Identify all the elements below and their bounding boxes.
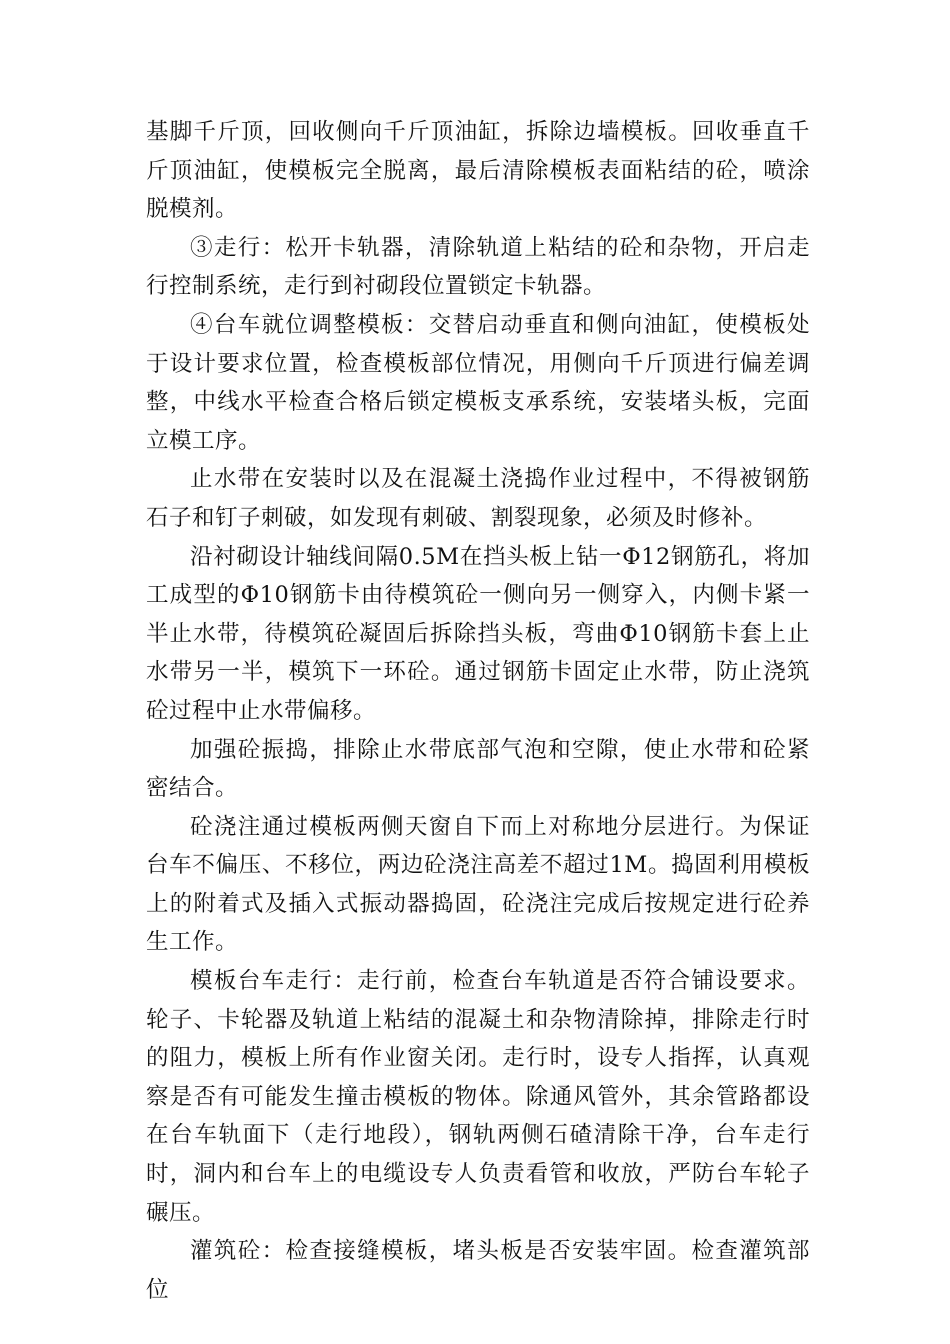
paragraph-waterstop-fixing: 沿衬砌设计轴线间隔0.5M在挡头板上钻一Φ12钢筋孔，将加工成型的Φ10钢筋卡由待模筑砼一侧向另一侧穿入，内侧卡紧一半止水带，待模筑砼凝固后拆除挡头板，弯曲Φ10钢筋卡套上止水带另一半，模筑下一环砼。通过钢筋卡固定止水带，防止浇筑砼过程中止水带偏移。 [146,543,810,724]
paragraph-formwork-removal: 基脚千斤顶，回收侧向千斤顶油缸，拆除边墙模板。回收垂直千斤顶油缸，使模板完全脱离，最后清除模板表面粘结的砼，喷涂脱模剂。 [146,119,810,223]
paragraph-concrete-pouring: 砼浇注通过模板两侧天窗自下而上对称地分层进行。为保证台车不偏压、不移位，两边砼浇注高差不超过1M。捣固利用模板上的附着式及插入式振动器捣固，砼浇注完成后按规定进行砼养生工作。 [146,813,810,956]
paragraph-waterstop-protection: 止水带在安装时以及在混凝土浇捣作业过程中，不得被钢筋石子和钉子刺破，如发现有刺破、割裂现象，必须及时修补。 [146,466,810,531]
document-body [146,113,810,1309]
paragraph-positioning-adjustment: ④台车就位调整模板：交替启动垂直和侧向油缸，使模板处于设计要求位置，检查模板部位情况，用侧向千斤顶进行偏差调整，中线水平检查合格后锁定模板支承系统，安装堵头板，完面立模工序。 [146,311,810,454]
paragraph-vibration: 加强砼振捣，排除止水带底部气泡和空隙，使止水带和砼紧密结合。 [146,736,810,802]
paragraph-travel: ③走行：松开卡轨器，清除轨道上粘结的砼和杂物，开启走行控制系统，走行到衬砌段位置锁定卡轨器。 [146,234,810,300]
paragraph-trolley-travel: 模板台车走行：走行前，检查台车轨道是否符合铺设要求。轮子、卡轮器及轨道上粘结的混凝土和杂物清除掉，排除走行时的阻力，模板上所有作业窗关闭。走行时，设专人指挥，认真观察是否有可能发生撞击模板的物体。除通风管外，其余管路都设在台车轨面下（走行地段），钢轨两侧石碴清除干净，台车走行时，洞内和台车上的电缆设专人负责看管和收放，严防台车轮子碾压。 [146,968,810,1226]
paragraph-concrete-casting: 灌筑砼：检查接缝模板，堵头板是否安装牢固。检查灌筑部位 [146,1238,810,1303]
